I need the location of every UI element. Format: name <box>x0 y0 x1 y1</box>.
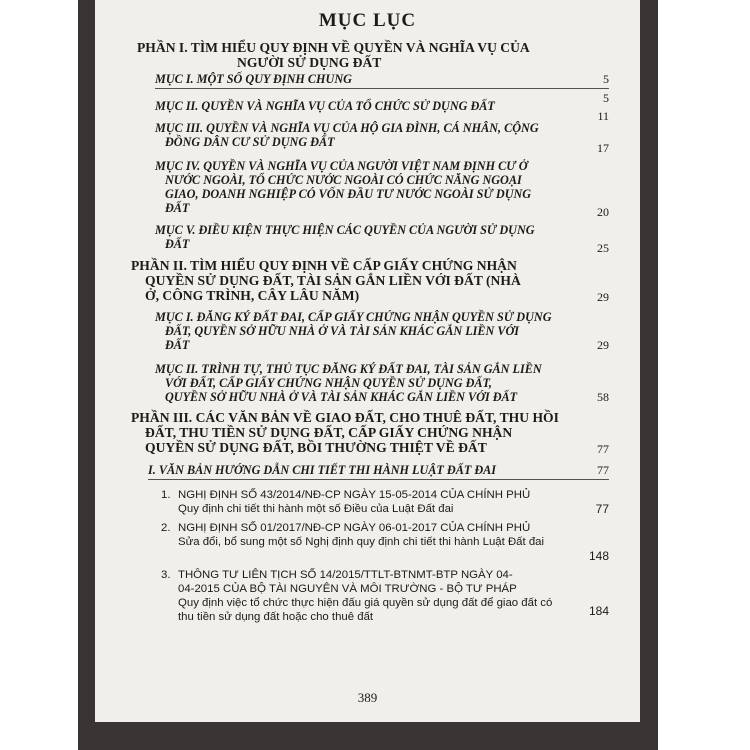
section-page: 29 <box>597 338 609 352</box>
item-page: 184 <box>588 604 609 618</box>
list-item-1 <box>161 488 609 516</box>
section-divider <box>148 479 609 480</box>
item-number: 2. <box>161 522 171 534</box>
part-3-line-3: QUYỀN SỬ DỤNG ĐẤT, BỒI THƯỜNG THIỆT VỀ ĐẤT <box>145 440 487 455</box>
section-page: 11 <box>597 109 609 123</box>
page-number: 389 <box>357 690 378 705</box>
part-1-section-4 <box>155 159 609 219</box>
item-head-cont: 04-2015 CỦA BỘ TÀI NGUYÊN VÀ MÔI TRƯỜNG - BỘ TƯ PHÁP <box>178 583 517 595</box>
item-page: 77 <box>595 502 609 516</box>
part-1-section-3 <box>155 121 609 155</box>
list-item-2 <box>161 521 609 563</box>
item-head: NGHỊ ĐỊNH SỐ 01/2017/NĐ-CP NGÀY 06-01-2017 CỦA CHÍNH PHỦ <box>178 522 531 534</box>
part-1-section-2 <box>155 99 609 123</box>
section-page: 25 <box>597 241 609 255</box>
section-title: MỤC III. QUYỀN VÀ NGHĨA VỤ CỦA HỘ GIA ĐÌNH, CÁ NHÂN, CỘNG <box>155 121 539 135</box>
part-3-line-1: PHẦN III. CÁC VĂN BẢN VỀ GIAO ĐẤT, CHO THUÊ ĐẤT, THU HỒI <box>131 410 559 425</box>
section-title-cont: VỚI ĐẤT, CẤP GIẤY CHỨNG NHẬN QUYỀN SỬ DỤNG ĐẤT, <box>165 376 492 390</box>
section-title-cont: ĐẤT <box>165 338 190 352</box>
section-divider <box>155 88 609 89</box>
part-3-heading <box>131 410 609 455</box>
item-desc: Quy định việc tổ chức thực hiện đấu giá quyền sử dụng đất để giao đất có <box>178 597 553 609</box>
item-number: 1. <box>161 489 171 501</box>
section-title-cont: ĐẤT <box>165 201 190 215</box>
section-title-cont: GIAO, DOANH NGHIỆP CÓ VỐN ĐẦU TƯ NƯỚC NGOÀI SỬ DỤNG <box>165 187 532 201</box>
part-1-line-1: PHẦN I. TÌM HIỂU QUY ĐỊNH VỀ QUYỀN VÀ NGHĨA VỤ CỦA <box>137 40 530 55</box>
section-title-cont: ĐẤT <box>165 237 190 251</box>
section-page: 5 <box>603 72 609 86</box>
part-2-line-3: Ở, CÔNG TRÌNH, CÂY LÂU NĂM) <box>145 288 360 303</box>
item-desc: Sửa đổi, bổ sung một số Nghị định quy định chi tiết thi hành Luật Đất đai <box>178 536 545 548</box>
part-2-heading <box>131 258 609 303</box>
book-page <box>95 0 640 722</box>
section-title-cont: QUYỀN SỞ HỮU NHÀ Ở VÀ TÀI SẢN KHÁC GẮN LIỀN VỚI ĐẤT <box>165 390 518 404</box>
section-page: 20 <box>597 205 609 219</box>
item-page: 148 <box>588 549 609 563</box>
part-2-page: 29 <box>597 290 609 304</box>
section-title: MỤC I. ĐĂNG KÝ ĐẤT ĐAI, CẤP GIẤY CHỨNG NHẬN QUYỀN SỬ DỤNG <box>155 310 552 324</box>
part-1-heading <box>137 40 607 70</box>
part-1-line-2: NGƯỜI SỬ DỤNG ĐẤT <box>237 55 382 70</box>
section-page: 17 <box>597 141 609 155</box>
part-2-section-2 <box>155 362 609 404</box>
part-2-section-1 <box>155 310 609 352</box>
part-2-line-2: QUYỀN SỬ DỤNG ĐẤT, TÀI SẢN GẮN LIỀN VỚI ĐẤT (NHÀ <box>145 273 521 288</box>
section-title-cont: ĐẤT, QUYỀN SỞ HỮU NHÀ Ở VÀ TÀI SẢN KHÁC GẮN LIỀN VỚI <box>165 324 520 338</box>
section-title: I. VĂN BẢN HƯỚNG DẪN CHI TIẾT THI HÀNH LUẬT ĐẤT ĐAI <box>148 463 497 477</box>
item-head: THÔNG TƯ LIÊN TỊCH SỐ 14/2015/TTLT-BTNMT-BTP NGÀY 04- <box>178 569 513 581</box>
section-page: 5 <box>603 91 609 105</box>
part-1-section-5 <box>155 223 609 255</box>
section-page: 77 <box>597 463 609 477</box>
section-title: MỤC II. QUYỀN VÀ NGHĨA VỤ CỦA TỔ CHỨC SỬ DỤNG ĐẤT <box>155 99 495 113</box>
item-desc-cont: thu tiền sử dụng đất hoặc cho thuê đất <box>178 611 374 623</box>
part-1-section-1 <box>155 72 609 89</box>
section-title-cont: NƯỚC NGOÀI, TỔ CHỨC NƯỚC NGOÀI CÓ CHỨC NĂNG NGOẠI <box>165 173 522 187</box>
part-2-line-1: PHẦN II. TÌM HIỂU QUY ĐỊNH VỀ CẤP GIẤY CHỨNG NHẬN <box>131 258 517 273</box>
section-title: MỤC V. ĐIỀU KIỆN THỰC HIỆN CÁC QUYỀN CỦA NGƯỜI SỬ DỤNG <box>155 223 535 237</box>
page-title: MỤC LỤC <box>318 10 417 31</box>
section-title-cont: ĐỒNG DÂN CƯ SỬ DỤNG ĐẤT <box>165 135 335 149</box>
part-3-section-1 <box>148 463 609 480</box>
item-number: 3. <box>161 569 171 581</box>
item-head: NGHỊ ĐỊNH SỐ 43/2014/NĐ-CP NGÀY 15-05-2014 CỦA CHÍNH PHỦ <box>178 489 531 501</box>
section-title: MỤC I. MỘT SỐ QUY ĐỊNH CHUNG <box>155 72 352 86</box>
list-item-3 <box>161 568 609 624</box>
section-title: MỤC II. TRÌNH TỰ, THỦ TỤC ĐĂNG KÝ ĐẤT ĐAI, TÀI SẢN GẮN LIỀN <box>155 362 542 376</box>
item-desc: Quy định chi tiết thi hành một số Điều của Luật Đất đai <box>178 503 454 515</box>
section-title: MỤC IV. QUYỀN VÀ NGHĨA VỤ CỦA NGƯỜI VIỆT NAM ĐỊNH CƯ Ở <box>155 159 528 173</box>
part-3-page: 77 <box>597 442 609 456</box>
part-3-line-2: ĐẤT, THU TIỀN SỬ DỤNG ĐẤT, CẤP GIẤY CHỨNG NHẬN <box>145 425 513 440</box>
section-page: 58 <box>597 390 609 404</box>
